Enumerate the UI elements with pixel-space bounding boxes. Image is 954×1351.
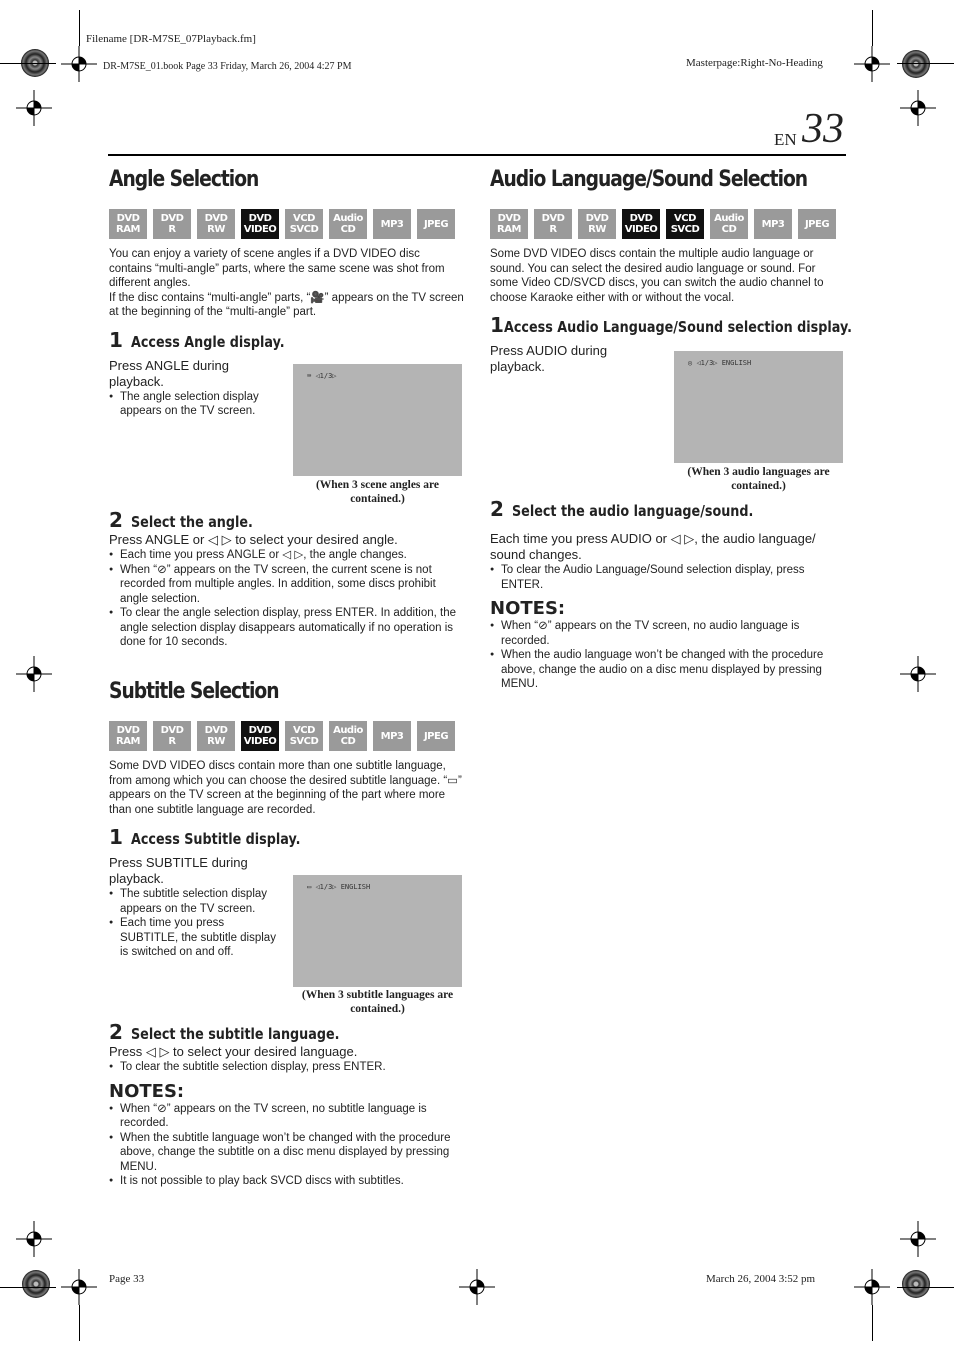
trim-mark (872, 1305, 873, 1341)
subtitle-intro: Some DVD VIDEO discs contain more than one subtitle language, from among which you can choose the desired subtitle language. “▭” appears on the TV screen at the beginning of the part where more than one subtitle language are recorded. (109, 760, 462, 816)
disc-dvd-video-icon: DVD VIDEO (622, 209, 660, 239)
step-title: Select the audio language/sound. (512, 502, 754, 520)
crosshair-icon (898, 1219, 938, 1259)
disc-icon-row (490, 209, 845, 239)
disc-dvd-video-icon: DVD VIDEO (241, 209, 279, 239)
disc-dvd-r-icon: DVD R (534, 209, 572, 239)
disc-mp3-icon: MP3 (373, 209, 411, 239)
audio-notes-heading: NOTES: (490, 598, 566, 619)
disc-mp3-icon: MP3 (373, 721, 411, 751)
crosshair-icon (852, 44, 892, 84)
disc-audio-cd-icon: Audio CD (329, 209, 367, 239)
audio-osd: ◎ ◁1/3▷ ENGLISH (688, 359, 752, 367)
step-title: Select the angle. (131, 513, 253, 531)
angle-intro: You can enjoy a variety of scene angles if a DVD VIDEO disc contains “multi-angle” parts, where the same scene was shot from different angles. (109, 248, 445, 289)
disc-dvd-rw-icon: DVD RW (197, 721, 235, 751)
subtitle-tv-screen (293, 875, 462, 987)
disc-dvd-ram-icon: DVD RAM (109, 721, 147, 751)
filename-label: Filename [DR-M7SE_07Playback.fm] (86, 33, 256, 45)
disc-mp3-icon: MP3 (754, 209, 792, 239)
disc-dvd-r-icon: DVD R (153, 209, 191, 239)
footer-date-label: March 26, 2004 3:52 pm (706, 1273, 816, 1285)
step-number: 2 (109, 508, 123, 532)
angle-step-2 (109, 508, 464, 532)
subtitle-step-2-text: Press ◁ ▷ to select your desired language. (109, 1044, 358, 1059)
crosshair-icon (457, 1267, 497, 1307)
audio-note: ● When the audio language won’t be changed with the procedure above, change the audio on a disc menu displayed by pressing MENU. (490, 648, 845, 692)
subtitle-step-2-block (109, 1020, 464, 1189)
audio-caption: (When 3 audio languages are contained.) (687, 466, 830, 492)
audio-step-2-text: Each time you press AUDIO or ◁ ▷, the audio language/ sound changes. (490, 531, 816, 562)
audio-step-1-text: Press AUDIO during playback. (490, 343, 608, 374)
angle-step-2-bullet: ● To clear the angle selection display, press ENTER. In addition, the angle selection display disappears automatically if no operation is done for 10 seconds. (109, 606, 464, 650)
disc-dvd-r-icon: DVD R (153, 721, 191, 751)
trim-mark (872, 10, 873, 46)
crosshair-icon (14, 88, 54, 128)
trim-mark (897, 63, 954, 64)
disc-jpeg-icon: JPEG (417, 721, 455, 751)
disc-dvd-video-icon: DVD VIDEO (241, 721, 279, 751)
angle-step-2-bullet: ● When “⊘” appears on the TV screen, the current scene is not recorded from multiple angles. In addition, some discs prohibit angle selection. (109, 563, 464, 607)
step-number: 2 (490, 497, 504, 521)
angle-step-2-block (109, 508, 464, 650)
audio-title: Audio Language/Sound Selection (490, 167, 808, 192)
step-number: 1 (109, 825, 123, 849)
audio-tv-screen (674, 351, 843, 463)
page-number: 33 (802, 106, 844, 152)
disc-jpeg-icon: JPEG (798, 209, 836, 239)
language-label: EN (774, 130, 797, 149)
audio-note: ● When “⊘” appears on the TV screen, no audio language is recorded. (490, 619, 845, 648)
disc-icon-row (109, 209, 464, 239)
audio-step-2-bullet: ● To clear the Audio Language/Sound selection display, press ENTER. (490, 563, 845, 592)
disc-audio-cd-icon: Audio CD (329, 721, 367, 751)
crosshair-icon (59, 1267, 99, 1307)
trim-mark (79, 10, 80, 46)
crosshair-icon (898, 654, 938, 694)
subtitle-note: ● When “⊘” appears on the TV screen, no subtitle language is recorded. (109, 1102, 464, 1131)
trim-mark (79, 1305, 80, 1341)
trim-mark (0, 63, 56, 64)
disc-dvd-ram-icon: DVD RAM (109, 209, 147, 239)
subtitle-step-2-bullet: ● To clear the subtitle selection display, press ENTER. (109, 1060, 464, 1075)
footer-page-label: Page 33 (109, 1273, 145, 1285)
crosshair-icon (14, 654, 54, 694)
step-title: Access Audio Language/Sound selection display. (503, 318, 852, 336)
audio-step-1 (490, 313, 852, 337)
book-label: DR-M7SE_01.book Page 33 Friday, March 26, 2004 4:27 PM (103, 61, 352, 72)
step-number: 2 (109, 1020, 123, 1044)
angle-step-1-text: Press ANGLE during playback. (109, 357, 229, 389)
registration-ball-top-right (902, 50, 930, 78)
disc-dvd-ram-icon: DVD RAM (490, 209, 528, 239)
trim-mark (0, 1287, 56, 1288)
step-number: 1 (109, 327, 123, 352)
trim-mark (897, 1287, 954, 1288)
step-title: Access Subtitle display. (131, 830, 301, 848)
subtitle-step-1-text: Press SUBTITLE during playback. (109, 855, 248, 886)
angle-title: Angle Selection (109, 167, 259, 192)
angle-caption: (When 3 scene angles are contained.) (315, 479, 440, 505)
audio-step-2-block (490, 497, 845, 692)
crosshair-icon (852, 1267, 892, 1307)
subtitle-osd: ▭ ◁1/3▷ ENGLISH (307, 883, 371, 891)
angle-intro-2: If the disc contains “multi-angle” parts, “🎥” appears on the TV screen at the beginning of the “multi-angle” part. (109, 291, 464, 318)
crosshair-icon (59, 44, 99, 84)
crosshair-icon (14, 1219, 54, 1259)
crosshair-icon (898, 88, 938, 128)
disc-vcd-svcd-icon: VCD SVCD (285, 209, 323, 239)
subtitle-title: Subtitle Selection (109, 679, 279, 704)
disc-dvd-rw-icon: DVD RW (578, 209, 616, 239)
angle-tv-screen (293, 364, 462, 476)
disc-audio-cd-icon: Audio CD (710, 209, 748, 239)
disc-vcd-svcd-icon: VCD SVCD (285, 721, 323, 751)
subtitle-step-1-bullet: ● Each time you press SUBTITLE, the subtitle display is switched on and off. (109, 916, 284, 960)
subtitle-step-2 (109, 1020, 464, 1044)
subtitle-step-1-bullet: ● The subtitle selection display appears on the TV screen. (109, 887, 284, 916)
subtitle-note: ● When the subtitle language won’t be changed with the procedure above, change the subtitle on a disc menu displayed by pressing MENU. (109, 1131, 464, 1175)
angle-step-2-text: Press ANGLE or ◁ ▷ to select your desired angle. (109, 532, 398, 547)
disc-icon-row (109, 721, 464, 751)
audio-intro: Some DVD VIDEO discs contain the multiple audio language or sound. You can select the desired audio language or sound. For some Video CD/SVCD discs, you can switch the audio channel to choose Karaoke either with or without the vocal. (490, 248, 824, 304)
angle-step-1-bullet: ● The angle selection display appears on the TV screen. (109, 390, 284, 419)
disc-dvd-rw-icon: DVD RW (197, 209, 235, 239)
header-rule (108, 154, 846, 156)
subtitle-note: ● It is not possible to play back SVCD discs with subtitles. (109, 1174, 464, 1189)
audio-step-2 (490, 497, 845, 521)
angle-osd: ⌨ ◁1/3▷ (307, 372, 337, 380)
step-number: 1 (490, 313, 504, 337)
disc-vcd-svcd-icon: VCD SVCD (666, 209, 704, 239)
angle-step-2-bullet: ● Each time you press ANGLE or ◁ ▷, the angle changes. (109, 548, 464, 563)
registration-ball-bottom-right (902, 1270, 930, 1298)
masterpage-label: Masterpage:Right-No-Heading (686, 57, 823, 69)
subtitle-step-1 (109, 825, 464, 849)
subtitle-notes-heading: NOTES: (109, 1080, 185, 1102)
step-title: Access Angle display. (131, 332, 285, 351)
subtitle-caption: (When 3 subtitle languages are contained.) (301, 989, 454, 1015)
audio-section (490, 165, 852, 375)
angle-step-1 (109, 328, 464, 352)
step-title: Select the subtitle language. (131, 1025, 340, 1043)
disc-jpeg-icon: JPEG (417, 209, 455, 239)
registration-ball-bottom-left (22, 1270, 50, 1298)
